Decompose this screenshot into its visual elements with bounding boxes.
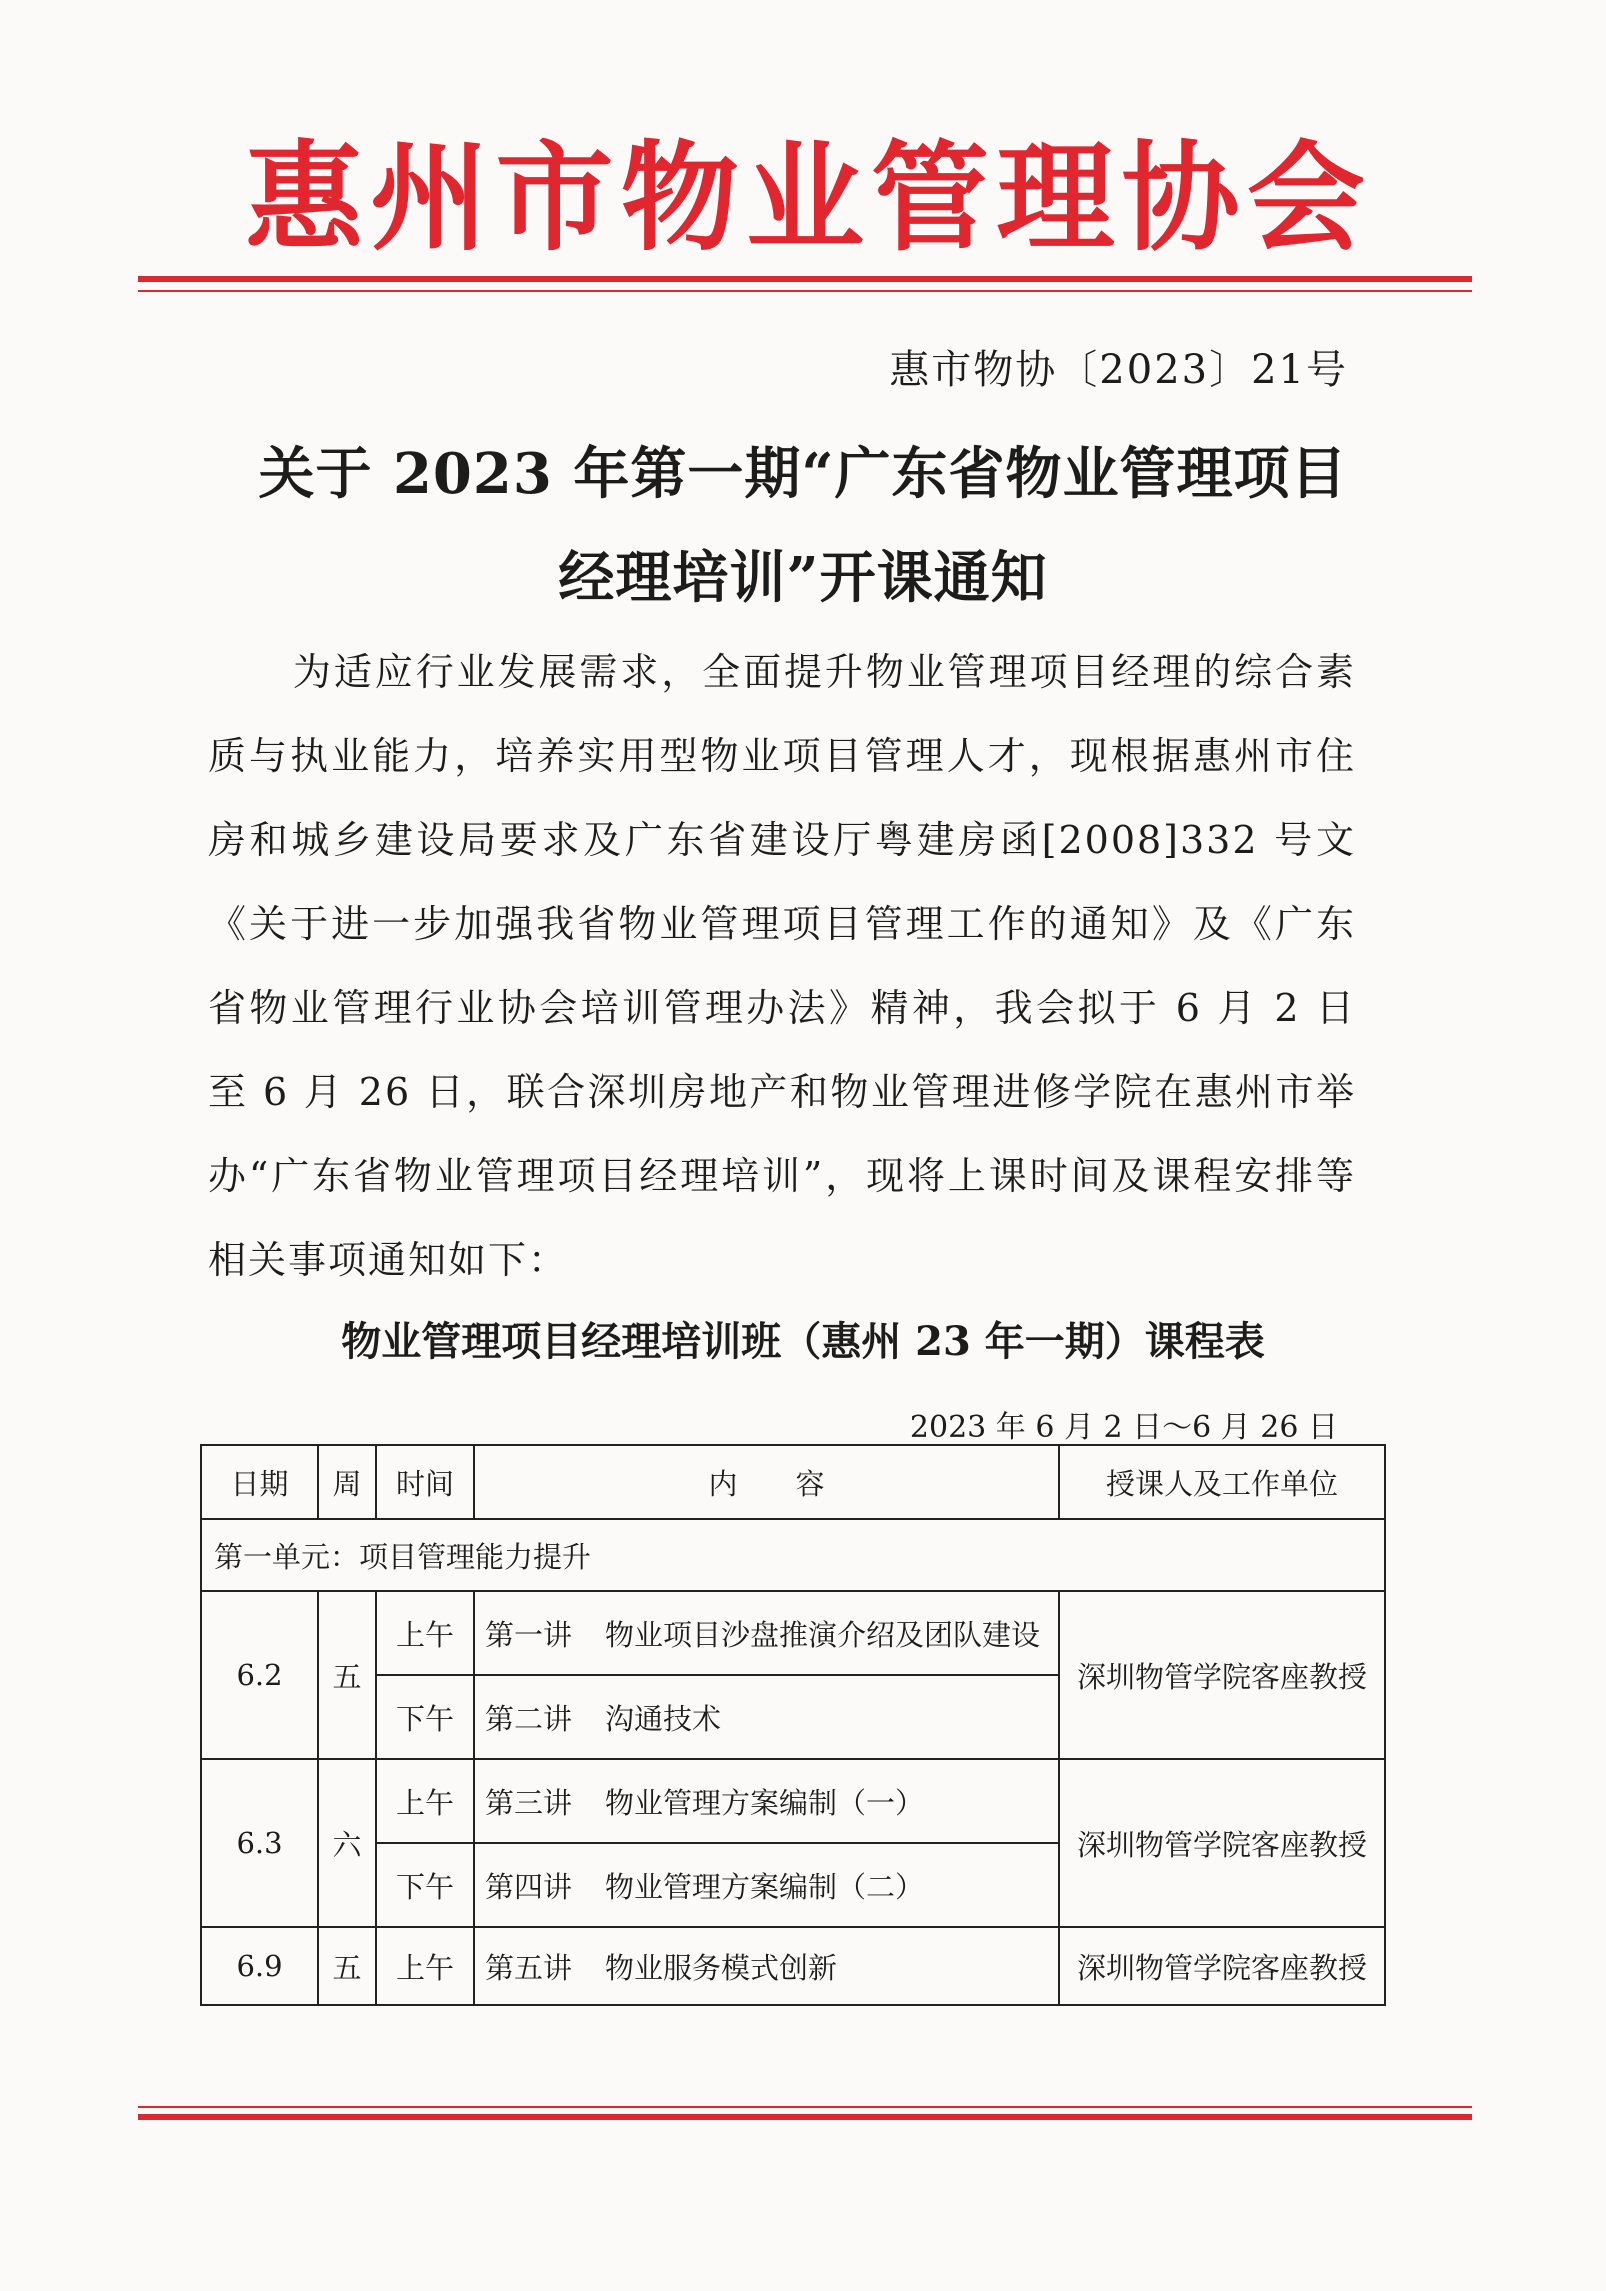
header-content: 内 容 — [474, 1445, 1059, 1519]
header-lecturer: 授课人及工作单位 — [1059, 1445, 1385, 1519]
row-weekday: 六 — [318, 1759, 376, 1927]
lecture-number: 第四讲 — [485, 1869, 573, 1904]
body-paragraph — [208, 630, 1356, 1302]
header-time: 时间 — [376, 1445, 474, 1519]
session-time: 上午 — [376, 1591, 474, 1675]
row-date: 6.2 — [201, 1591, 318, 1759]
session-content — [474, 1759, 1059, 1843]
schedule-date-range: 2023 年 6 月 2 日～6 月 26 日 — [909, 1410, 1338, 1445]
letterhead-char: 协 — [1121, 129, 1240, 267]
header-rule-thin — [138, 290, 1472, 292]
row-weekday: 五 — [318, 1927, 376, 2005]
session-content — [474, 1843, 1059, 1927]
session-time: 下午 — [376, 1843, 474, 1927]
session-time: 上午 — [376, 1927, 474, 2005]
letterhead-char: 管 — [871, 129, 990, 267]
row-lecturer: 深圳物管学院客座教授 — [1059, 1591, 1385, 1759]
letterhead-char: 州 — [370, 129, 489, 267]
header-weekday: 周 — [318, 1445, 376, 1519]
lecture-number: 第二讲 — [485, 1701, 573, 1736]
row-date: 6.3 — [201, 1759, 318, 1927]
header-rule-thick — [138, 276, 1472, 282]
lecture-topic: 物业项目沙盘推演介绍及团队建设 — [605, 1617, 1041, 1652]
session-content — [474, 1927, 1059, 2005]
notice-title-line1: 关于 2023 年第一期“广东省物业管理项目 — [258, 441, 1348, 507]
session-content — [474, 1591, 1059, 1675]
letterhead-title — [245, 128, 1365, 268]
notice-title-line2: 经理培训”开课通知 — [558, 545, 1048, 611]
schedule-title: 物业管理项目经理培训班（惠州 23 年一期）课程表 — [341, 1318, 1265, 1365]
lecture-topic: 物业服务模式创新 — [605, 1950, 838, 1985]
row-weekday: 五 — [318, 1591, 376, 1759]
lecture-topic: 沟通技术 — [605, 1701, 722, 1736]
row-date: 6.9 — [201, 1927, 318, 2005]
session-time: 下午 — [376, 1675, 474, 1759]
letterhead-char: 业 — [745, 129, 864, 267]
letterhead-char: 物 — [620, 129, 739, 267]
letterhead-char: 会 — [1246, 129, 1365, 267]
row-lecturer: 深圳物管学院客座教授 — [1059, 1759, 1385, 1927]
letterhead-char: 惠 — [245, 129, 364, 267]
lecture-number: 第三讲 — [485, 1785, 573, 1820]
table-header-row — [201, 1445, 1385, 1519]
table-row — [201, 1759, 1385, 1843]
unit-row — [201, 1519, 1385, 1591]
unit-label: 第一单元：项目管理能力提升 — [201, 1519, 1385, 1591]
lecture-topic: 物业管理方案编制（二） — [605, 1869, 925, 1904]
lecture-number: 第五讲 — [485, 1950, 573, 1985]
lecture-topic: 物业管理方案编制（一） — [605, 1785, 925, 1820]
table-row — [201, 1591, 1385, 1675]
row-lecturer: 深圳物管学院客座教授 — [1059, 1927, 1385, 2005]
table-row — [201, 1927, 1385, 2005]
footer-rule-thick — [138, 2114, 1472, 2120]
letterhead-char: 理 — [996, 129, 1115, 267]
letterhead-char: 市 — [495, 129, 614, 267]
header-date: 日期 — [201, 1445, 318, 1519]
document-number: 惠市物协〔2023〕21号 — [889, 347, 1348, 393]
schedule-table — [200, 1444, 1386, 2006]
session-time: 上午 — [376, 1759, 474, 1843]
footer-rule-thin — [138, 2106, 1472, 2108]
session-content — [474, 1675, 1059, 1759]
lecture-number: 第一讲 — [485, 1617, 573, 1652]
body-paragraph-text: 为适应行业发展需求，全面提升物业管理项目经理的综合素质与执业能力，培养实用型物业项目管理人才，现根据惠州市住房和城乡建设局要求及广东省建设厅粤建房函[2008]332 号文《关于进一步加强我省物业管理项目管理工作的通知》及《广东省物业管理行业协会培训管理办法》精神，我会拟于 6 月 2 日至 6 月 26 日，联合深圳房地产和物业管理进修学院在惠州市举办“广东省物业管理项目经理培训”，现将上课时间及课程安排等相关事项通知如下： — [208, 650, 1356, 1282]
